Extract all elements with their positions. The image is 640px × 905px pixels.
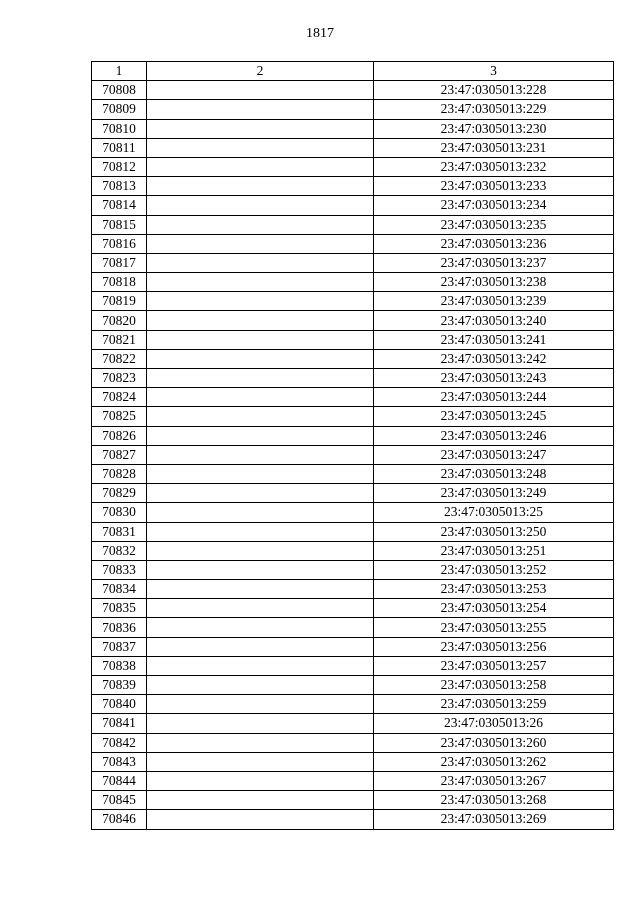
table-row [92,369,614,388]
cadastral-number-cell: 23:47:0305013:238 [374,273,614,292]
row-empty-cell [147,81,374,100]
row-number-cell: 70823 [92,369,147,388]
cadastral-number-cell: 23:47:0305013:256 [374,637,614,656]
row-number-cell: 70810 [92,119,147,138]
table-row [92,637,614,656]
cadastral-number-cell: 23:47:0305013:259 [374,695,614,714]
registry-table [91,61,614,830]
table-row [92,522,614,541]
row-empty-cell [147,138,374,157]
row-empty-cell [147,656,374,675]
table-row [92,426,614,445]
row-number-cell: 70842 [92,733,147,752]
table-row [92,119,614,138]
table-row [92,599,614,618]
row-empty-cell [147,445,374,464]
table-row [92,138,614,157]
column-header-1: 1 [92,62,147,81]
row-empty-cell [147,464,374,483]
cadastral-number-cell: 23:47:0305013:236 [374,234,614,253]
row-empty-cell [147,311,374,330]
row-number-cell: 70839 [92,676,147,695]
row-empty-cell [147,407,374,426]
cadastral-number-cell: 23:47:0305013:229 [374,100,614,119]
table-row [92,177,614,196]
cadastral-number-cell: 23:47:0305013:233 [374,177,614,196]
table-row [92,580,614,599]
row-empty-cell [147,196,374,215]
table-row [92,771,614,790]
cadastral-number-cell: 23:47:0305013:255 [374,618,614,637]
table-row [92,560,614,579]
row-number-cell: 70808 [92,81,147,100]
table-row [92,810,614,829]
row-empty-cell [147,560,374,579]
row-number-cell: 70826 [92,426,147,445]
row-number-cell: 70833 [92,560,147,579]
table-header-row [92,62,614,81]
cadastral-number-cell: 23:47:0305013:232 [374,157,614,176]
cadastral-number-cell: 23:47:0305013:239 [374,292,614,311]
row-number-cell: 70837 [92,637,147,656]
row-empty-cell [147,541,374,560]
row-number-cell: 70811 [92,138,147,157]
row-number-cell: 70831 [92,522,147,541]
row-number-cell: 70835 [92,599,147,618]
cadastral-number-cell: 23:47:0305013:25 [374,503,614,522]
cadastral-number-cell: 23:47:0305013:260 [374,733,614,752]
cadastral-number-cell: 23:47:0305013:253 [374,580,614,599]
row-empty-cell [147,580,374,599]
table-row [92,464,614,483]
table-row [92,253,614,272]
row-number-cell: 70844 [92,771,147,790]
table-row [92,311,614,330]
cadastral-number-cell: 23:47:0305013:231 [374,138,614,157]
table-row [92,618,614,637]
row-number-cell: 70809 [92,100,147,119]
row-empty-cell [147,522,374,541]
row-number-cell: 70834 [92,580,147,599]
row-empty-cell [147,810,374,829]
table-row [92,656,614,675]
row-empty-cell [147,273,374,292]
table-row [92,791,614,810]
row-number-cell: 70838 [92,656,147,675]
table-row [92,714,614,733]
column-header-3: 3 [374,62,614,81]
table-row [92,733,614,752]
row-empty-cell [147,119,374,138]
cadastral-number-cell: 23:47:0305013:26 [374,714,614,733]
cadastral-number-cell: 23:47:0305013:247 [374,445,614,464]
cadastral-number-cell: 23:47:0305013:262 [374,752,614,771]
row-number-cell: 70836 [92,618,147,637]
table-row [92,292,614,311]
row-number-cell: 70832 [92,541,147,560]
cadastral-number-cell: 23:47:0305013:228 [374,81,614,100]
cadastral-number-cell: 23:47:0305013:240 [374,311,614,330]
cadastral-number-cell: 23:47:0305013:241 [374,330,614,349]
row-empty-cell [147,330,374,349]
row-number-cell: 70812 [92,157,147,176]
cadastral-number-cell: 23:47:0305013:250 [374,522,614,541]
row-number-cell: 70822 [92,349,147,368]
row-number-cell: 70845 [92,791,147,810]
cadastral-number-cell: 23:47:0305013:242 [374,349,614,368]
cadastral-number-cell: 23:47:0305013:257 [374,656,614,675]
table-row [92,541,614,560]
cadastral-number-cell: 23:47:0305013:243 [374,369,614,388]
row-empty-cell [147,676,374,695]
page-number: 1817 [306,26,334,41]
row-empty-cell [147,771,374,790]
row-number-cell: 70815 [92,215,147,234]
table-body [92,81,614,829]
row-number-cell: 70841 [92,714,147,733]
cadastral-number-cell: 23:47:0305013:269 [374,810,614,829]
cadastral-number-cell: 23:47:0305013:244 [374,388,614,407]
cadastral-number-cell: 23:47:0305013:254 [374,599,614,618]
row-empty-cell [147,369,374,388]
row-number-cell: 70817 [92,253,147,272]
row-number-cell: 70818 [92,273,147,292]
row-number-cell: 70824 [92,388,147,407]
row-number-cell: 70828 [92,464,147,483]
cadastral-number-cell: 23:47:0305013:249 [374,484,614,503]
table-row [92,676,614,695]
cadastral-number-cell: 23:47:0305013:246 [374,426,614,445]
table-row [92,215,614,234]
table-row [92,695,614,714]
row-empty-cell [147,714,374,733]
row-empty-cell [147,215,374,234]
cadastral-number-cell: 23:47:0305013:248 [374,464,614,483]
row-number-cell: 70820 [92,311,147,330]
row-empty-cell [147,388,374,407]
row-number-cell: 70816 [92,234,147,253]
table-row [92,234,614,253]
row-number-cell: 70821 [92,330,147,349]
table-row [92,752,614,771]
row-empty-cell [147,599,374,618]
cadastral-number-cell: 23:47:0305013:267 [374,771,614,790]
row-empty-cell [147,637,374,656]
row-number-cell: 70819 [92,292,147,311]
row-number-cell: 70814 [92,196,147,215]
table-row [92,330,614,349]
row-empty-cell [147,503,374,522]
row-number-cell: 70813 [92,177,147,196]
table-row [92,484,614,503]
row-number-cell: 70827 [92,445,147,464]
row-empty-cell [147,426,374,445]
cadastral-number-cell: 23:47:0305013:234 [374,196,614,215]
cadastral-number-cell: 23:47:0305013:237 [374,253,614,272]
row-empty-cell [147,791,374,810]
row-empty-cell [147,752,374,771]
row-empty-cell [147,484,374,503]
row-empty-cell [147,618,374,637]
column-header-2: 2 [147,62,374,81]
cadastral-number-cell: 23:47:0305013:258 [374,676,614,695]
cadastral-number-cell: 23:47:0305013:252 [374,560,614,579]
row-empty-cell [147,157,374,176]
table-row [92,349,614,368]
row-empty-cell [147,234,374,253]
row-empty-cell [147,349,374,368]
row-empty-cell [147,733,374,752]
row-empty-cell [147,253,374,272]
cadastral-number-cell: 23:47:0305013:251 [374,541,614,560]
row-empty-cell [147,100,374,119]
cadastral-number-cell: 23:47:0305013:230 [374,119,614,138]
table-row [92,503,614,522]
table-row [92,157,614,176]
row-empty-cell [147,177,374,196]
table-row [92,388,614,407]
row-number-cell: 70829 [92,484,147,503]
row-number-cell: 70846 [92,810,147,829]
table-row [92,196,614,215]
row-empty-cell [147,695,374,714]
table-row [92,445,614,464]
row-number-cell: 70843 [92,752,147,771]
table-row [92,407,614,426]
row-number-cell: 70830 [92,503,147,522]
table-row [92,81,614,100]
row-number-cell: 70825 [92,407,147,426]
cadastral-number-cell: 23:47:0305013:235 [374,215,614,234]
cadastral-number-cell: 23:47:0305013:268 [374,791,614,810]
row-number-cell: 70840 [92,695,147,714]
row-empty-cell [147,292,374,311]
table-row [92,100,614,119]
cadastral-number-cell: 23:47:0305013:245 [374,407,614,426]
table-row [92,273,614,292]
